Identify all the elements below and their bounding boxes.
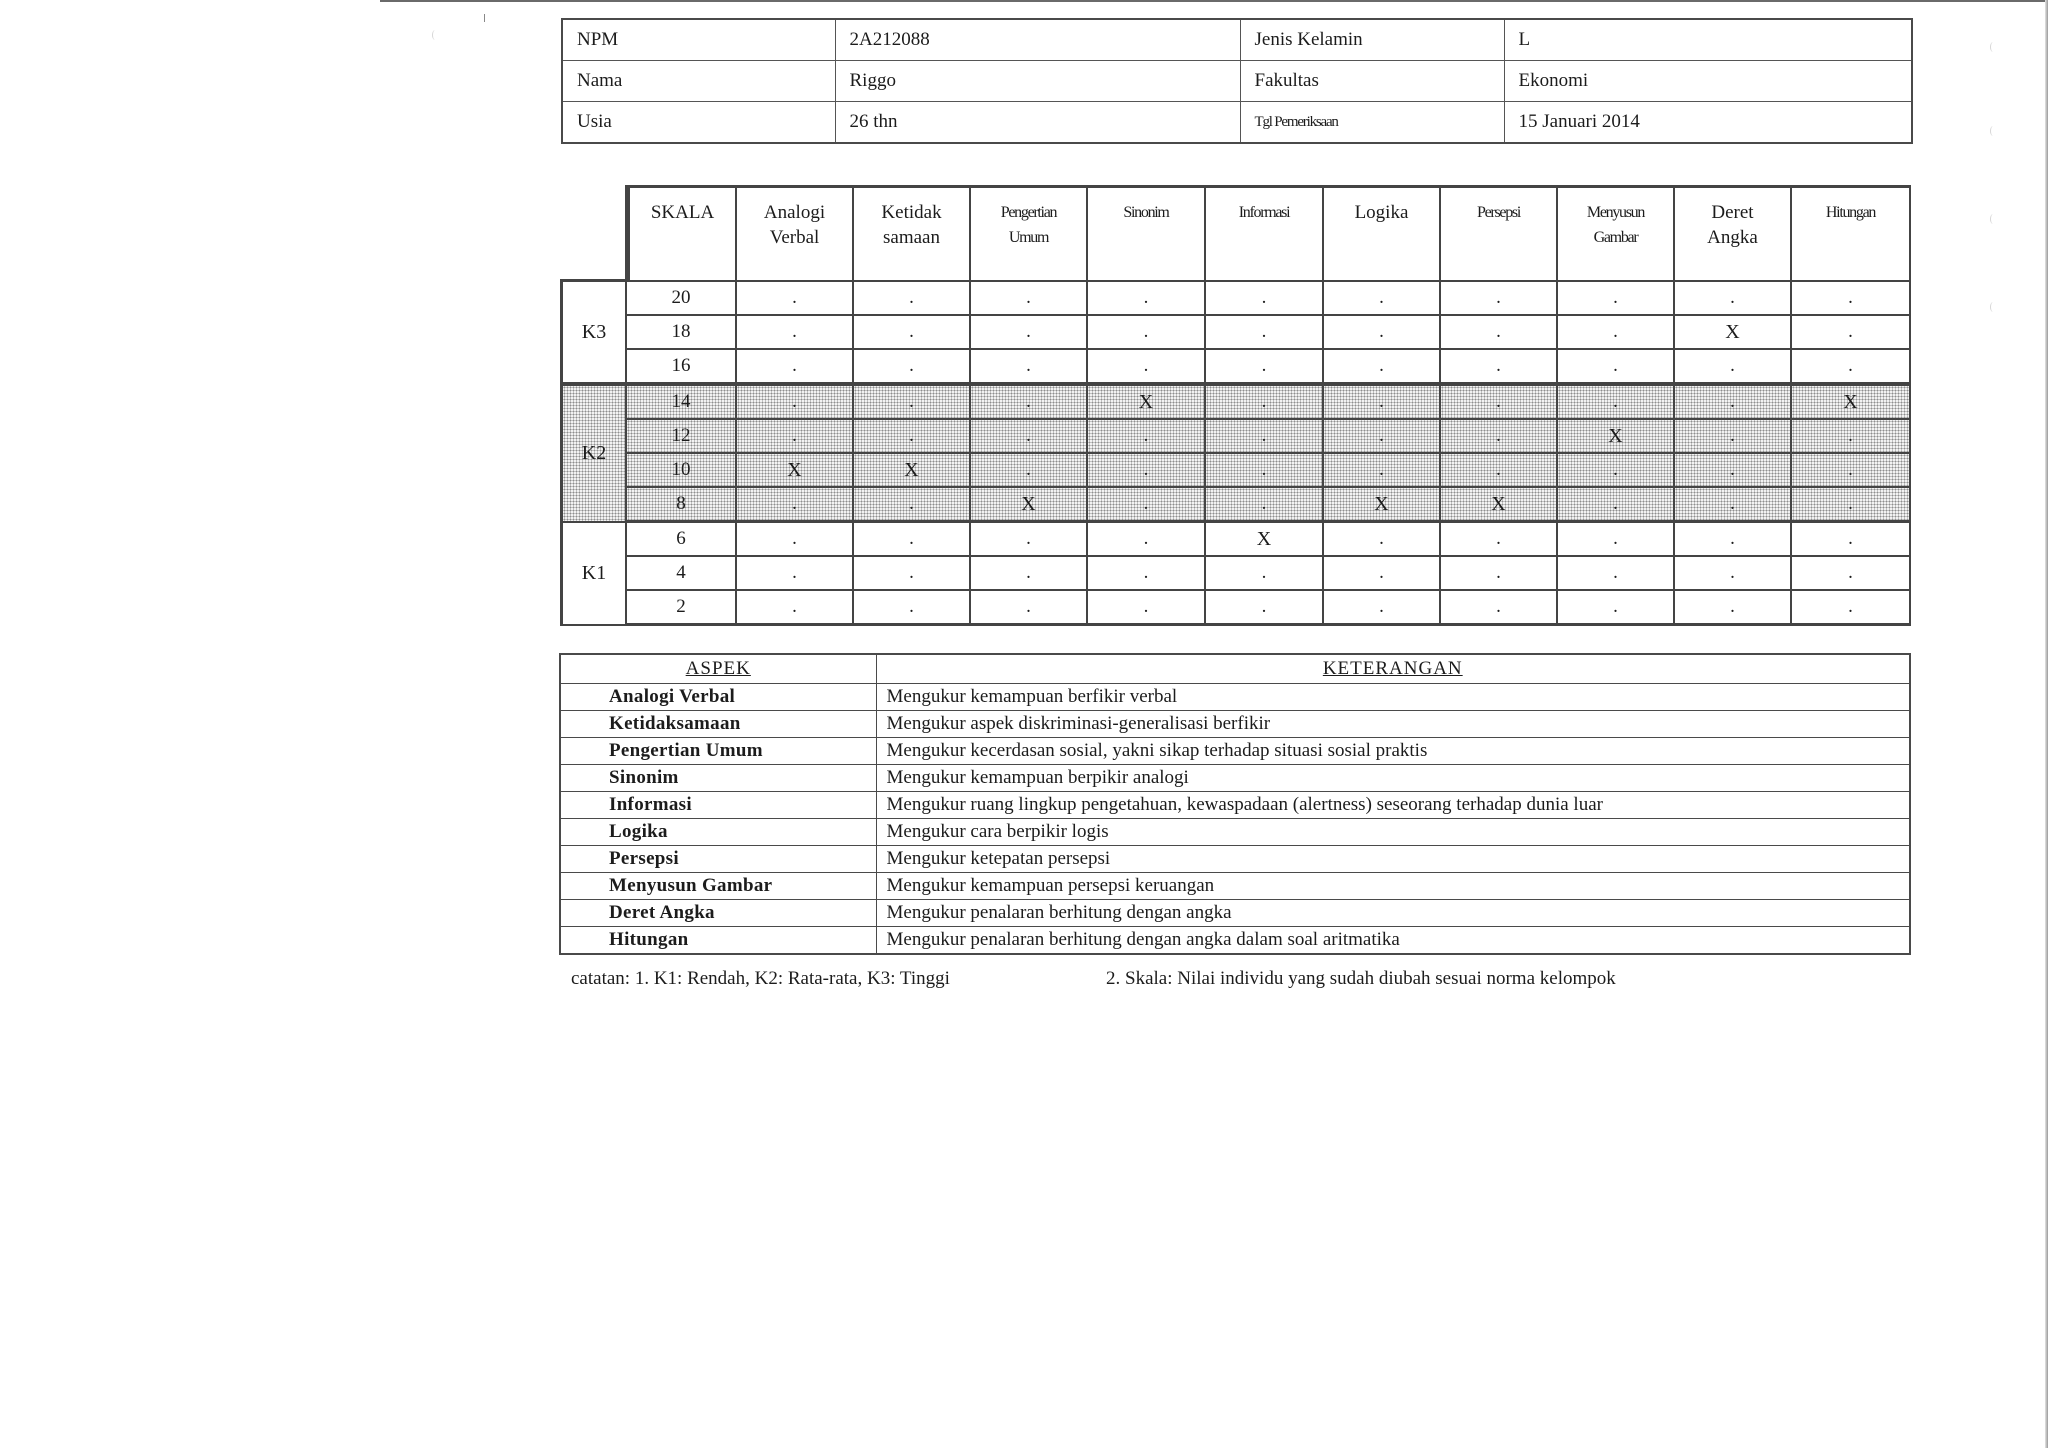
score-dot: . bbox=[1206, 557, 1324, 591]
score-dot: . bbox=[971, 557, 1088, 591]
score-mark: X bbox=[1324, 488, 1441, 523]
score-dot: . bbox=[737, 384, 854, 420]
identity-row bbox=[562, 61, 1912, 102]
score-dot: . bbox=[737, 420, 854, 454]
scale-row bbox=[560, 557, 1911, 591]
score-dot: . bbox=[1324, 420, 1441, 454]
score-dot: . bbox=[1088, 350, 1206, 384]
aspect-name: Sinonim bbox=[560, 765, 876, 792]
aspect-column-header bbox=[1792, 185, 1911, 282]
score-dot: . bbox=[1088, 523, 1206, 557]
aspect-row bbox=[560, 873, 1910, 900]
level-label: K3 bbox=[560, 282, 627, 384]
aspect-description-table bbox=[559, 653, 1911, 955]
aspect-column-header bbox=[971, 185, 1088, 282]
score-mark: X bbox=[737, 454, 854, 488]
column-header-line: Persepsi bbox=[1477, 204, 1520, 221]
score-dot: . bbox=[1558, 282, 1675, 316]
aspect-row bbox=[560, 927, 1910, 955]
scan-artifact bbox=[484, 14, 485, 22]
score-dot: . bbox=[971, 282, 1088, 316]
column-header-line: Angka bbox=[1707, 227, 1758, 248]
score-dot: . bbox=[1441, 557, 1558, 591]
score-mark: X bbox=[971, 488, 1088, 523]
aspect-name: Persepsi bbox=[560, 846, 876, 873]
identity-row bbox=[562, 102, 1912, 144]
aspect-description: Mengukur kemampuan berpikir analogi bbox=[876, 765, 1910, 792]
aspect-header-row bbox=[560, 654, 1910, 684]
scale-row bbox=[560, 523, 1911, 557]
column-header-line: Sinonim bbox=[1123, 204, 1169, 221]
score-dot: . bbox=[1324, 557, 1441, 591]
skala-header: SKALA bbox=[627, 185, 737, 282]
scale-profile-table bbox=[560, 185, 1911, 626]
aspect-row bbox=[560, 765, 1910, 792]
score-dot: . bbox=[1088, 316, 1206, 350]
exam-date-label: Tgl Pemeriksaan bbox=[1240, 102, 1504, 144]
score-dot: . bbox=[1675, 591, 1792, 626]
score-dot: . bbox=[854, 384, 971, 420]
scale-row bbox=[560, 316, 1911, 350]
score-mark: X bbox=[854, 454, 971, 488]
score-dot: . bbox=[1441, 420, 1558, 454]
column-header-line: samaan bbox=[883, 227, 940, 248]
score-dot: . bbox=[1792, 350, 1911, 384]
column-header-line: Deret bbox=[1711, 202, 1754, 223]
score-dot: . bbox=[1324, 454, 1441, 488]
scan-artifact bbox=[1990, 42, 1996, 52]
score-dot: . bbox=[737, 316, 854, 350]
score-dot: . bbox=[1088, 488, 1206, 523]
score-dot: . bbox=[1206, 316, 1324, 350]
score-dot: . bbox=[1206, 350, 1324, 384]
score-dot: . bbox=[737, 523, 854, 557]
score-dot: . bbox=[1206, 454, 1324, 488]
score-dot: . bbox=[971, 316, 1088, 350]
age-value: 26 thn bbox=[835, 102, 1240, 144]
scale-value: 16 bbox=[627, 350, 737, 384]
scale-row bbox=[560, 282, 1911, 316]
notes bbox=[571, 968, 1911, 990]
scale-value: 8 bbox=[627, 488, 737, 523]
score-dot: . bbox=[1558, 488, 1675, 523]
scan-artifact bbox=[1990, 302, 1996, 312]
scale-row bbox=[560, 420, 1911, 454]
score-dot: . bbox=[1441, 454, 1558, 488]
aspect-name: Informasi bbox=[560, 792, 876, 819]
aspect-name: Menyusun Gambar bbox=[560, 873, 876, 900]
aspect-description: Mengukur kecerdasan sosial, yakni sikap terhadap situasi sosial praktis bbox=[876, 738, 1910, 765]
aspect-row bbox=[560, 684, 1910, 711]
scan-edge-top bbox=[380, 0, 2048, 2]
score-dot: . bbox=[854, 523, 971, 557]
level-label: K2 bbox=[560, 384, 627, 523]
scale-value: 12 bbox=[627, 420, 737, 454]
aspect-row bbox=[560, 846, 1910, 873]
aspect-column-header bbox=[1558, 185, 1675, 282]
identity-row bbox=[562, 19, 1912, 61]
scale-value: 10 bbox=[627, 454, 737, 488]
scale-row bbox=[560, 488, 1911, 523]
score-dot: . bbox=[854, 350, 971, 384]
column-header-line: Informasi bbox=[1238, 204, 1290, 221]
score-dot: . bbox=[1675, 282, 1792, 316]
score-dot: . bbox=[1206, 591, 1324, 626]
aspect-column-header: ASPEK bbox=[560, 654, 876, 684]
score-dot: . bbox=[854, 420, 971, 454]
score-dot: . bbox=[1675, 454, 1792, 488]
score-dot: . bbox=[1206, 488, 1324, 523]
score-dot: . bbox=[1558, 454, 1675, 488]
score-dot: . bbox=[1324, 350, 1441, 384]
aspect-column-header bbox=[1206, 185, 1324, 282]
score-dot: . bbox=[737, 350, 854, 384]
score-dot: . bbox=[1558, 350, 1675, 384]
gender-value: L bbox=[1504, 19, 1912, 61]
score-mark: X bbox=[1088, 384, 1206, 420]
scale-row bbox=[560, 384, 1911, 420]
scale-header-row bbox=[560, 185, 1911, 282]
aspect-description: Mengukur aspek diskriminasi-generalisasi berfikir bbox=[876, 711, 1910, 738]
aspect-column-header bbox=[1324, 185, 1441, 282]
scan-artifact bbox=[1990, 126, 1996, 136]
score-dot: . bbox=[1675, 350, 1792, 384]
score-dot: . bbox=[1675, 488, 1792, 523]
aspect-row bbox=[560, 738, 1910, 765]
score-dot: . bbox=[1088, 591, 1206, 626]
score-dot: . bbox=[1675, 523, 1792, 557]
description-column-header: KETERANGAN bbox=[876, 654, 1910, 684]
score-dot: . bbox=[1324, 384, 1441, 420]
aspect-description: Mengukur kemampuan persepsi keruangan bbox=[876, 873, 1910, 900]
column-header-line: Verbal bbox=[769, 227, 820, 248]
scale-row bbox=[560, 454, 1911, 488]
aspect-column-header bbox=[737, 185, 854, 282]
scan-artifact bbox=[1990, 214, 1996, 224]
score-dot: . bbox=[1792, 316, 1911, 350]
scale-row bbox=[560, 591, 1911, 626]
score-dot: . bbox=[1675, 557, 1792, 591]
score-dot: . bbox=[854, 591, 971, 626]
scale-value: 14 bbox=[627, 384, 737, 420]
score-dot: . bbox=[971, 523, 1088, 557]
score-dot: . bbox=[1558, 523, 1675, 557]
gender-label: Jenis Kelamin bbox=[1240, 19, 1504, 61]
score-dot: . bbox=[854, 282, 971, 316]
identity-table bbox=[561, 18, 1913, 144]
score-dot: . bbox=[1441, 384, 1558, 420]
score-mark: X bbox=[1558, 420, 1675, 454]
score-dot: . bbox=[1441, 350, 1558, 384]
score-dot: . bbox=[1792, 591, 1911, 626]
column-header-line: Pengertian bbox=[1000, 204, 1057, 221]
score-dot: . bbox=[971, 420, 1088, 454]
score-dot: . bbox=[1206, 384, 1324, 420]
score-dot: . bbox=[1088, 557, 1206, 591]
score-dot: . bbox=[737, 282, 854, 316]
score-dot: . bbox=[1088, 454, 1206, 488]
score-dot: . bbox=[1441, 282, 1558, 316]
score-dot: . bbox=[971, 350, 1088, 384]
scan-artifact bbox=[432, 30, 438, 40]
scale-value: 20 bbox=[627, 282, 737, 316]
score-dot: . bbox=[971, 384, 1088, 420]
score-dot: . bbox=[1441, 316, 1558, 350]
aspect-description: Mengukur ruang lingkup pengetahuan, kewaspadaan (alertness) seseorang terhadap dunia luar bbox=[876, 792, 1910, 819]
score-mark: X bbox=[1792, 384, 1911, 420]
score-mark: X bbox=[1675, 316, 1792, 350]
column-header-line: Analogi bbox=[763, 202, 826, 223]
score-dot: . bbox=[1441, 523, 1558, 557]
score-mark: X bbox=[1441, 488, 1558, 523]
score-dot: . bbox=[1206, 282, 1324, 316]
score-dot: . bbox=[737, 557, 854, 591]
scale-value: 6 bbox=[627, 523, 737, 557]
score-dot: . bbox=[1792, 282, 1911, 316]
score-dot: . bbox=[1558, 591, 1675, 626]
score-dot: . bbox=[1792, 420, 1911, 454]
column-header-line: Gambar bbox=[1593, 229, 1638, 246]
score-dot: . bbox=[1324, 523, 1441, 557]
aspect-row bbox=[560, 711, 1910, 738]
score-dot: . bbox=[1324, 591, 1441, 626]
aspect-column-header bbox=[1675, 185, 1792, 282]
aspect-name: Analogi Verbal bbox=[560, 684, 876, 711]
aspect-row bbox=[560, 819, 1910, 846]
score-dot: . bbox=[737, 488, 854, 523]
score-dot: . bbox=[1088, 282, 1206, 316]
aspect-description: Mengukur ketepatan persepsi bbox=[876, 846, 1910, 873]
score-dot: . bbox=[1324, 316, 1441, 350]
column-header-line: Logika bbox=[1354, 202, 1409, 223]
score-dot: . bbox=[1206, 420, 1324, 454]
name-value: Riggo bbox=[835, 61, 1240, 102]
aspect-column-header bbox=[1441, 185, 1558, 282]
score-dot: . bbox=[1792, 557, 1911, 591]
npm-value: 2A212088 bbox=[835, 19, 1240, 61]
note-levels: catatan: 1. K1: Rendah, K2: Rata-rata, K3: Tinggi bbox=[571, 968, 950, 989]
score-dot: . bbox=[1558, 557, 1675, 591]
score-dot: . bbox=[1088, 420, 1206, 454]
aspect-name: Deret Angka bbox=[560, 900, 876, 927]
score-dot: . bbox=[854, 488, 971, 523]
score-dot: . bbox=[971, 591, 1088, 626]
aspect-name: Ketidaksamaan bbox=[560, 711, 876, 738]
aspect-name: Pengertian Umum bbox=[560, 738, 876, 765]
aspect-row bbox=[560, 900, 1910, 927]
aspect-column-header bbox=[1088, 185, 1206, 282]
score-dot: . bbox=[737, 591, 854, 626]
scale-value: 4 bbox=[627, 557, 737, 591]
score-dot: . bbox=[854, 557, 971, 591]
score-dot: . bbox=[1441, 591, 1558, 626]
faculty-label: Fakultas bbox=[1240, 61, 1504, 102]
score-dot: . bbox=[1675, 420, 1792, 454]
score-dot: . bbox=[1324, 282, 1441, 316]
age-label: Usia bbox=[562, 102, 835, 144]
column-header-line: Hitungan bbox=[1825, 204, 1876, 221]
score-mark: X bbox=[1206, 523, 1324, 557]
faculty-value: Ekonomi bbox=[1504, 61, 1912, 102]
aspect-row bbox=[560, 792, 1910, 819]
aspect-description: Mengukur penalaran berhitung dengan angka bbox=[876, 900, 1910, 927]
score-dot: . bbox=[1675, 384, 1792, 420]
score-dot: . bbox=[1792, 454, 1911, 488]
corner-cell bbox=[560, 185, 627, 282]
score-dot: . bbox=[854, 316, 971, 350]
level-label: K1 bbox=[560, 523, 627, 626]
column-header-line: Umum bbox=[1008, 229, 1049, 246]
exam-date-value: 15 Januari 2014 bbox=[1504, 102, 1912, 144]
score-dot: . bbox=[1558, 316, 1675, 350]
note-scale: 2. Skala: Nilai individu yang sudah diubah sesuai norma kelompok bbox=[1106, 968, 1616, 989]
score-dot: . bbox=[1792, 523, 1911, 557]
scale-value: 2 bbox=[627, 591, 737, 626]
score-dot: . bbox=[1792, 488, 1911, 523]
aspect-column-header bbox=[854, 185, 971, 282]
scale-value: 18 bbox=[627, 316, 737, 350]
column-header-line: Menyusun bbox=[1586, 204, 1645, 221]
score-dot: . bbox=[1558, 384, 1675, 420]
aspect-name: Logika bbox=[560, 819, 876, 846]
column-header-line: Ketidak bbox=[881, 202, 942, 223]
scale-row bbox=[560, 350, 1911, 384]
aspect-description: Mengukur cara berpikir logis bbox=[876, 819, 1910, 846]
npm-label: NPM bbox=[562, 19, 835, 61]
aspect-description: Mengukur penalaran berhitung dengan angka dalam soal aritmatika bbox=[876, 927, 1910, 955]
score-dot: . bbox=[971, 454, 1088, 488]
aspect-name: Hitungan bbox=[560, 927, 876, 955]
aspect-description: Mengukur kemampuan berfikir verbal bbox=[876, 684, 1910, 711]
name-label: Nama bbox=[562, 61, 835, 102]
